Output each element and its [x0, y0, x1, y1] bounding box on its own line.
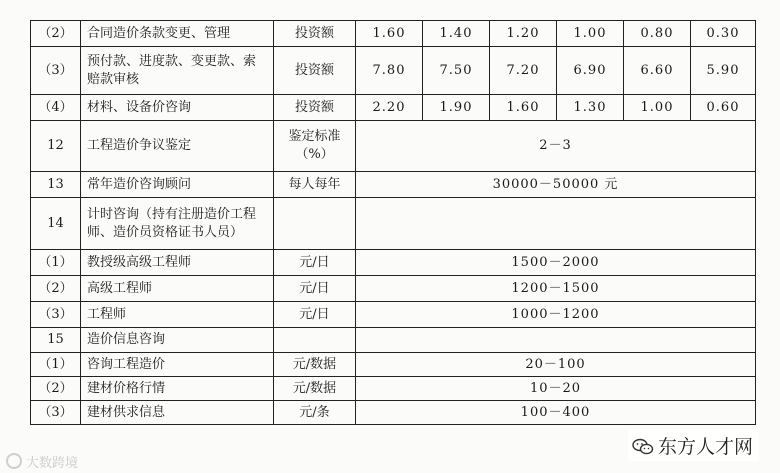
row-basis: 元/日	[274, 250, 356, 276]
row-basis: 元/条	[274, 401, 356, 425]
row-number: 14	[31, 198, 81, 250]
rate-cell: 7.80	[356, 47, 423, 95]
row-number: 15	[31, 328, 81, 353]
rate-cell: 1.60	[356, 21, 423, 47]
rate-cell: 0.30	[691, 21, 756, 47]
rate-cell: 1.90	[423, 95, 490, 121]
rate-cell: 1.60	[490, 95, 557, 121]
row-number: （1）	[31, 250, 81, 276]
table-row	[31, 328, 756, 353]
rate-range	[356, 198, 756, 250]
rate-cell: 1.00	[624, 95, 691, 121]
row-basis: 投资额	[274, 21, 356, 47]
row-item: 咨询工程造价	[81, 353, 274, 377]
row-number: （3）	[31, 302, 81, 328]
row-item: 常年造价咨询顾问	[81, 172, 274, 198]
table-row	[31, 21, 756, 47]
rate-cell: 0.60	[691, 95, 756, 121]
rate-range: 20－100	[356, 353, 756, 377]
row-basis	[274, 328, 356, 353]
rate-range: 1500－2000	[356, 250, 756, 276]
table-row	[31, 377, 756, 401]
row-number: （4）	[31, 95, 81, 121]
table-row	[31, 276, 756, 302]
wechat-icon	[632, 438, 654, 456]
row-item: 工程师	[81, 302, 274, 328]
row-basis: 元/日	[274, 276, 356, 302]
rate-range: 100－400	[356, 401, 756, 425]
rate-cell: 1.00	[557, 21, 624, 47]
rate-cell: 5.90	[691, 47, 756, 95]
rate-range: 30000－50000 元	[356, 172, 756, 198]
watermark-left-text: 大数跨境	[26, 456, 79, 471]
row-item: 工程造价争议鉴定	[81, 121, 274, 172]
row-item: 教授级高级工程师	[81, 250, 274, 276]
rate-cell: 2.20	[356, 95, 423, 121]
rate-cell: 1.40	[423, 21, 490, 47]
row-item: 造价信息咨询	[81, 328, 274, 353]
logo-icon	[6, 453, 22, 469]
row-number: （1）	[31, 353, 81, 377]
rate-range: 10－20	[356, 377, 756, 401]
row-number: （2）	[31, 377, 81, 401]
row-number: （2）	[31, 276, 81, 302]
table-row	[31, 47, 756, 95]
table-row	[31, 250, 756, 276]
row-item: 建材价格行情	[81, 377, 274, 401]
rate-cell: 1.30	[557, 95, 624, 121]
row-basis	[274, 198, 356, 250]
table-row	[31, 95, 756, 121]
table-row	[31, 121, 756, 172]
rate-cell: 0.80	[624, 21, 691, 47]
row-number: 12	[31, 121, 81, 172]
rate-cell: 7.50	[423, 47, 490, 95]
row-number: 13	[31, 172, 81, 198]
row-item: 预付款、进度款、变更款、索赔款审核	[81, 47, 274, 95]
watermark-right-text: 东方人才网	[658, 436, 754, 458]
row-basis: 元/数据	[274, 353, 356, 377]
table-row	[31, 401, 756, 425]
row-basis: 元/日	[274, 302, 356, 328]
source-watermark	[6, 452, 78, 471]
fee-schedule-table	[30, 20, 756, 425]
row-item: 合同造价条款变更、管理	[81, 21, 274, 47]
table-row	[31, 353, 756, 377]
rate-range: 1000－1200	[356, 302, 756, 328]
row-item: 计时咨询（持有注册造价工程师、造价员资格证书人员）	[81, 198, 274, 250]
rate-cell: 7.20	[490, 47, 557, 95]
rate-cell: 1.20	[490, 21, 557, 47]
row-number: （3）	[31, 401, 81, 425]
row-number: （2）	[31, 21, 81, 47]
rate-range: 2－3	[356, 121, 756, 172]
rate-cell: 6.90	[557, 47, 624, 95]
row-number: （3）	[31, 47, 81, 95]
table-row	[31, 302, 756, 328]
rate-cell: 6.60	[624, 47, 691, 95]
row-basis: 投资额	[274, 47, 356, 95]
rate-range: 1200－1500	[356, 276, 756, 302]
table-row	[31, 172, 756, 198]
table-row	[31, 198, 756, 250]
row-basis: 投资额	[274, 95, 356, 121]
row-basis: 每人每年	[274, 172, 356, 198]
row-item: 高级工程师	[81, 276, 274, 302]
rate-range	[356, 328, 756, 353]
account-watermark	[628, 430, 759, 461]
row-item: 建材供求信息	[81, 401, 274, 425]
row-item: 材料、设备价咨询	[81, 95, 274, 121]
row-basis: 元/数据	[274, 377, 356, 401]
row-basis: 鉴定标准（%）	[274, 121, 356, 172]
